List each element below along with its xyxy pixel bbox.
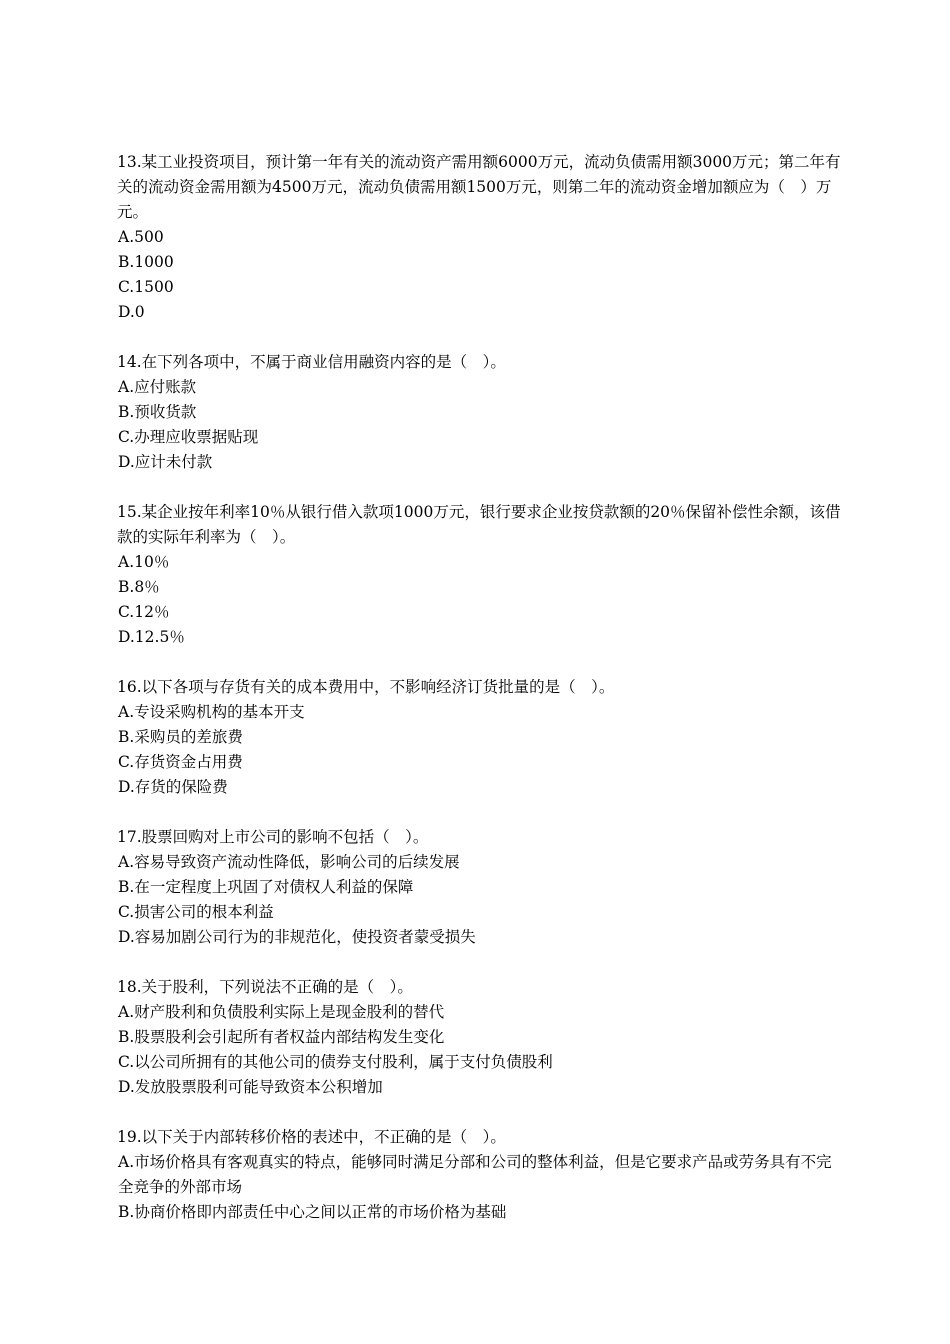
- option-a: A.500: [118, 228, 164, 246]
- option-a: A.10％: [118, 553, 170, 571]
- option-a: A.应付账款: [118, 378, 197, 396]
- option-b: B.8％: [118, 578, 160, 596]
- question-stem: 16.以下各项与存货有关的成本费用中，不影响经济订货批量的是（ ）。: [117, 678, 615, 696]
- option-c: C.12％: [118, 603, 170, 621]
- option-d: D.发放股票股利可能导致资本公积增加: [118, 1078, 383, 1096]
- question-15: [117, 500, 845, 650]
- question-stem: 17.股票回购对上市公司的影响不包括（ ）。: [117, 828, 429, 846]
- question-13: [117, 150, 845, 325]
- option-b: B.预收货款: [118, 403, 197, 421]
- option-c: C.1500: [118, 278, 174, 296]
- option-c: C.存货资金占用费: [118, 753, 243, 771]
- option-a: A.容易导致资产流动性降低，影响公司的后续发展: [118, 853, 460, 871]
- option-b: B.1000: [118, 253, 174, 271]
- option-c: C.损害公司的根本利益: [118, 903, 274, 921]
- option-b: B.协商价格即内部责任中心之间以正常的市场价格为基础: [118, 1203, 507, 1221]
- question-stem: 19.以下关于内部转移价格的表述中，不正确的是（ ）。: [117, 1128, 506, 1146]
- question-17: [117, 825, 845, 950]
- option-a: A.财产股利和负债股利实际上是现金股利的替代: [118, 1003, 445, 1021]
- option-d: D.存货的保险费: [118, 778, 228, 796]
- question-stem: 15.某企业按年利率10％从银行借入款项1000万元，银行要求企业按贷款额的20％保留补偿性余额，该借款的实际年利率为（ ）。: [117, 503, 841, 546]
- question-19: [117, 1125, 845, 1225]
- option-a: A.市场价格具有客观真实的特点，能够同时满足分部和公司的整体利益，但是它要求产品或劳务具有不完全竞争的外部市场: [118, 1153, 832, 1196]
- option-b: B.股票股利会引起所有者权益内部结构发生变化: [118, 1028, 445, 1046]
- option-a: A.专设采购机构的基本开支: [118, 703, 305, 721]
- option-c: C.以公司所拥有的其他公司的债券支付股利，属于支付负债股利: [118, 1053, 553, 1071]
- option-d: D.0: [118, 303, 145, 321]
- question-14: [117, 350, 845, 475]
- option-d: D.容易加剧公司行为的非规范化，使投资者蒙受损失: [118, 928, 476, 946]
- option-d: D.应计未付款: [118, 453, 213, 471]
- question-16: [117, 675, 845, 800]
- question-stem: 14.在下列各项中，不属于商业信用融资内容的是（ ）。: [117, 353, 506, 371]
- question-stem: 18.关于股利，下列说法不正确的是（ ）。: [117, 978, 413, 996]
- option-b: B.在一定程度上巩固了对债权人利益的保障: [118, 878, 414, 896]
- option-b: B.采购员的差旅费: [118, 728, 243, 746]
- document-page: [117, 150, 845, 1250]
- option-d: D.12.5％: [118, 628, 185, 646]
- option-c: C.办理应收票据贴现: [118, 428, 259, 446]
- question-stem: 13.某工业投资项目，预计第一年有关的流动资产需用额6000万元，流动负债需用额3000万元；第二年有关的流动资金需用额为4500万元，流动负债需用额1500万元，则第二年的流动资金增加额应为（ ）万元。: [117, 153, 841, 221]
- question-18: [117, 975, 845, 1100]
